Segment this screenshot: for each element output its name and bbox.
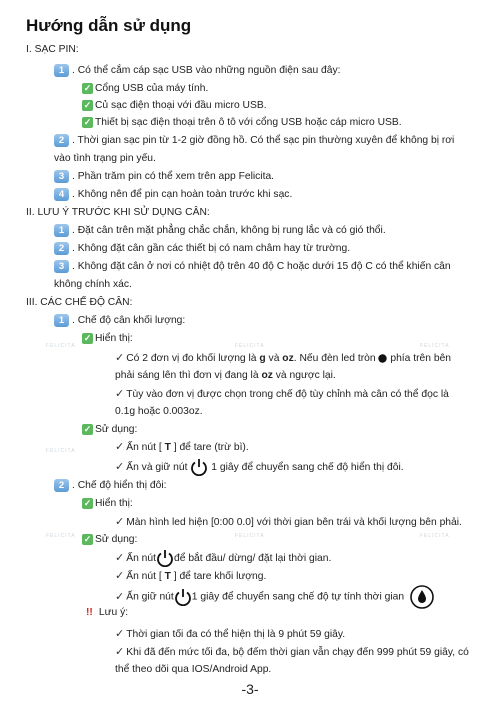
list-item-continuation: thể theo dõi qua IOS/Android App. xyxy=(115,664,272,675)
check-mark-icon: ✓ xyxy=(115,461,125,473)
list-item: ✓ Thời gian tối đa có thể hiện thị là 9 phút 59 giây. xyxy=(115,628,346,640)
list-item: 2 . Thời gian sạc pin từ 1-2 giờ đồng hồ. Có thể sạc pin thường xuyên để không bị rơi xyxy=(54,134,454,148)
page-number: -3- xyxy=(241,681,259,697)
section-heading: III. CÁC CHẾ ĐỘ CÂN: xyxy=(26,297,133,308)
list-item: ✓ Ấn nút [ T ] để tare khối lượng. xyxy=(115,570,267,582)
subheading: ✓ Hiển thị: xyxy=(83,332,133,344)
list-item: 1 . Chế độ cân khối lượng: xyxy=(54,314,185,328)
keycap-number-icon: 3 xyxy=(54,170,69,183)
check-mark-button-icon: ✓ xyxy=(83,497,92,508)
list-item-continuation: phải sáng lên thì đơn vị đang là oz và ngược lại. xyxy=(115,370,336,381)
watermark: FELICITA xyxy=(420,533,450,539)
keycap-number-icon: 1 xyxy=(54,314,69,327)
power-icon xyxy=(156,549,174,567)
list-item: 2 . Chế độ hiển thị đôi: xyxy=(54,479,166,493)
section-heading: II. LƯU Ý TRƯỚC KHI SỬ DỤNG CÂN: xyxy=(26,207,210,218)
check-mark-button-icon: ✓ xyxy=(83,423,92,434)
water-drop-icon xyxy=(410,585,434,609)
power-icon xyxy=(190,458,208,476)
list-item: ✓ Tùy vào đơn vị được chọn trong chế độ tùy chỉnh mà cân có thể đọc là xyxy=(115,388,449,400)
check-mark-icon: ✓ xyxy=(115,352,125,364)
list-item: 3 . Không đặt cân ở nơi có nhiệt độ trên 40 độ C hoặc dưới 15 độ C có thể khiến cân xyxy=(54,260,451,274)
watermark: FELICITA xyxy=(420,343,450,349)
keycap-number-icon: 2 xyxy=(54,134,69,147)
check-mark-button-icon: ✓ xyxy=(83,332,92,343)
check-mark-icon: ✓ xyxy=(115,570,125,582)
list-item-continuation: vào tình trạng pin yếu. xyxy=(54,153,156,164)
list-item: ✓ Ấn và giữ nút 1 giây để chuyển sang chế độ hiển thị đôi. xyxy=(115,458,404,477)
check-mark-button-icon: ✓ xyxy=(83,99,92,110)
check-mark-button-icon: ✓ xyxy=(83,116,92,127)
keycap-number-icon: 1 xyxy=(54,64,69,77)
check-mark-icon: ✓ xyxy=(115,646,125,658)
check-mark-icon: ✓ xyxy=(115,590,125,603)
watermark: FELICITA xyxy=(46,533,76,539)
subheading: ✓ Sử dụng: xyxy=(83,423,138,435)
subheading: ✓ Sử dụng: xyxy=(83,533,138,545)
list-item: ✓ Cổng USB của máy tính. xyxy=(83,82,209,94)
list-item: ✓ Khi đã đến mức tối đa, bộ đếm thời gian vẫn chạy đến 999 phút 59 giây, có xyxy=(115,646,469,658)
list-item: ✓ Thiết bị sạc điện thoại trên ô tô với cổng USB hoặc cáp micro USB. xyxy=(83,116,402,128)
check-mark-icon: ✓ xyxy=(115,516,125,528)
watermark: FELICITA xyxy=(46,343,76,349)
keycap-number-icon: 2 xyxy=(54,479,69,492)
keycap-number-icon: 3 xyxy=(54,260,69,273)
list-item: ✓ Củ sạc điện thoại với đầu micro USB. xyxy=(83,99,267,111)
double-exclamation-icon: !! xyxy=(86,607,93,618)
list-item-continuation: 0.1g hoặc 0.003oz. xyxy=(115,406,203,417)
check-mark-button-icon: ✓ xyxy=(83,533,92,544)
section-heading: I. SẠC PIN: xyxy=(26,44,79,55)
list-item: ✓ Ấn nút để bắt đầu/ dừng/ đặt lại thời gian. xyxy=(115,549,331,568)
page-title: Hướng dẫn sử dụng xyxy=(26,16,192,35)
list-item: 2 . Không đặt cân gần các thiết bị có nam châm hay từ trường. xyxy=(54,242,350,256)
check-mark-button-icon: ✓ xyxy=(83,82,92,93)
list-item: ✓ Ấn giữ nút 1 giây để chuyển sang chế độ tự tính thời gian xyxy=(115,585,434,609)
list-item: ✓ Màn hình led hiện [0:00 0.0] với thời gian bên trái và khối lượng bên phải. xyxy=(115,516,462,528)
list-item: 1 . Đặt cân trên mặt phẳng chắc chắn, không bị rung lắc và có gió thổi. xyxy=(54,224,386,238)
keycap-number-icon: 1 xyxy=(54,224,69,237)
list-item-continuation: không chính xác. xyxy=(54,279,132,290)
list-item: 4 . Không nên để pin cạn hoàn toàn trước khi sạc. xyxy=(54,188,292,202)
keycap-number-icon: 4 xyxy=(54,188,69,201)
keycap-number-icon: 2 xyxy=(54,242,69,255)
check-mark-icon: ✓ xyxy=(115,388,125,400)
list-item: ✓ Có 2 đơn vị đo khối lượng là g và oz. Nếu đèn led tròn phía trên bên xyxy=(115,352,452,364)
check-mark-icon: ✓ xyxy=(115,441,125,453)
power-icon xyxy=(174,588,192,606)
list-item: ✓ Ấn nút [ T ] để tare (trừ bì). xyxy=(115,441,249,453)
subheading: ✓ Hiển thị: xyxy=(83,497,133,509)
list-item: 3 . Phần trăm pin có thể xem trên app Felicita. xyxy=(54,170,274,184)
watermark: FELICITA xyxy=(235,343,265,349)
watermark: FELICITA xyxy=(46,448,76,454)
subheading: !! Lưu ý: xyxy=(86,607,129,618)
list-item: 1 . Có thể cắm cáp sạc USB vào những nguồn điện sau đây: xyxy=(54,64,341,78)
watermark: FELICITA xyxy=(235,533,265,539)
check-mark-icon: ✓ xyxy=(115,552,125,564)
check-mark-icon: ✓ xyxy=(115,628,125,640)
